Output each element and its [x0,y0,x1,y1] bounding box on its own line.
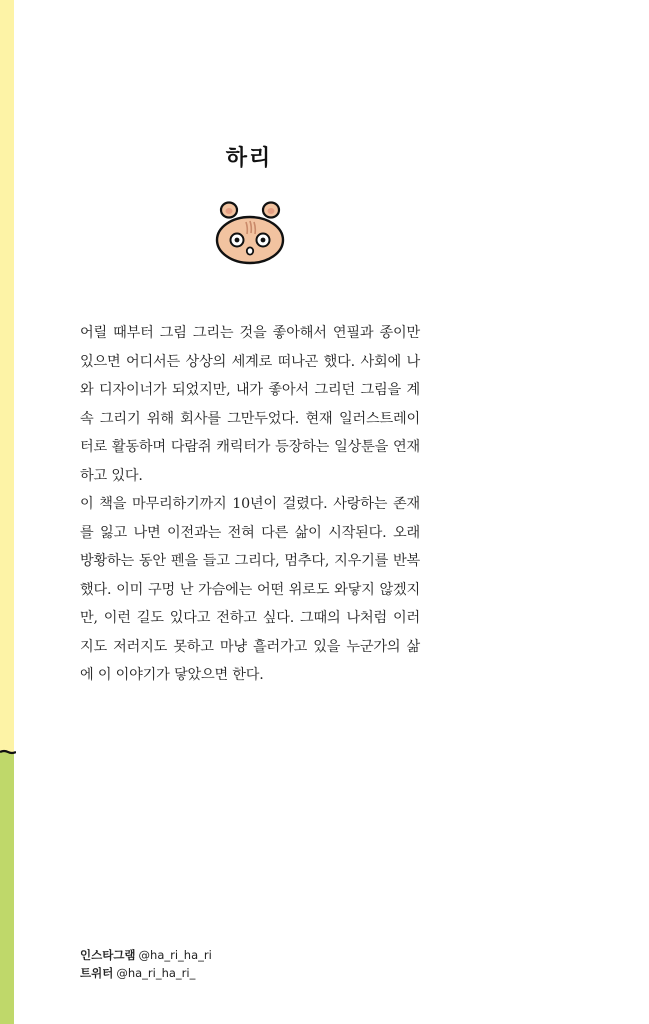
instagram-handle: @ha_ri_ha_ri [138,948,212,962]
author-name: 하리 [225,146,273,171]
hamster-face-icon [212,198,288,268]
instagram-line [80,946,212,964]
cover-flap-green [0,752,14,1024]
social-links [80,946,212,982]
instagram-label: 인스타그램 [80,948,136,962]
cover-flap-divider [0,748,16,756]
twitter-label: 트위터 [80,966,114,980]
author-bio [80,319,420,690]
bio-paragraph: 이 책을 마무리하기까지 10년이 걸렸다. 사랑하는 존재를 잃고 나면 이전과는 전혀 다른 삶이 시작된다. 오래 방황하는 동안 펜을 들고 그리다, 멈추다, 지우기를 반복했다. 이미 구멍 난 가슴에는 어떤 위로도 와닿지 않겠지만, 이런 길도 있다고 전하고 싶다. 그때의 나처럼 이러지도 저러지도 못하고 마냥 흘러가고 있을 누군가의 삶에 이 이야기가 닿았으면 한다. [80,496,420,683]
twitter-handle: @ha_ri_ha_ri_ [116,966,196,980]
twitter-line [80,964,212,982]
bio-paragraph: 어릴 때부터 그림 그리는 것을 좋아해서 연필과 종이만 있으면 어디서든 상상의 세계로 떠나곤 했다. 사회에 나와 디자이너가 되었지만, 내가 좋아서 그리던 그림을 계속 그리기 위해 회사를 그만두었다. 현재 일러스트레이터로 활동하며 다람쥐 캐릭터가 등장하는 일상툰을 연재하고 있다. [80,325,420,484]
cover-flap-yellow [0,0,14,752]
